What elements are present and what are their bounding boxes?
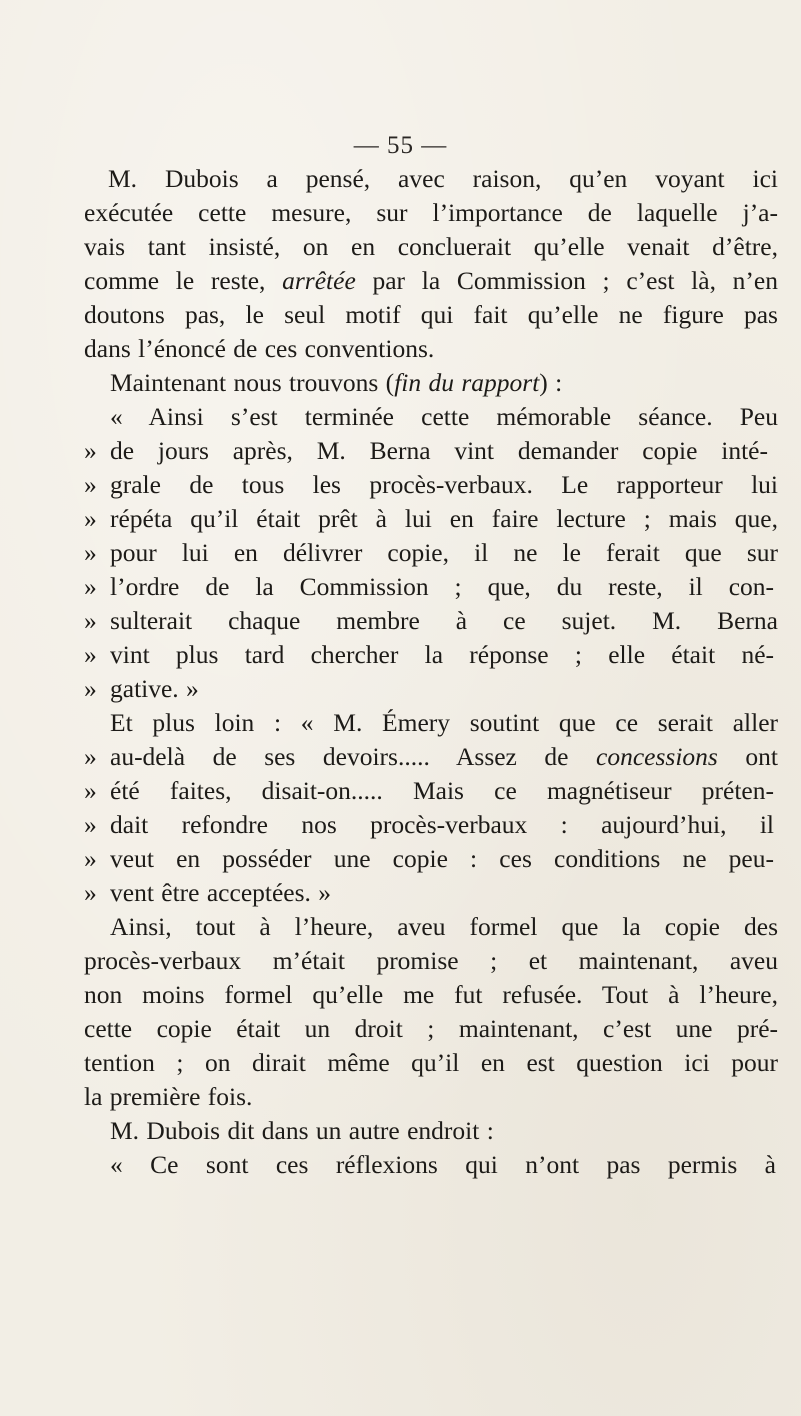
quote-mark: » xyxy=(84,470,97,499)
page-number: — 55 — xyxy=(353,132,448,159)
text-line: « Ainsi s’est terminée cette mémorable séance. Peu xyxy=(110,402,778,431)
text-line: vais tant insisté, on en concluerait qu’elle venait d’être, xyxy=(84,232,778,261)
text-line: été faites, disait-on..... Mais ce magnétiseur préten- xyxy=(110,776,774,805)
text-line: Ainsi, tout à l’heure, aveu formel que la copie des xyxy=(110,912,778,941)
quote-mark: » xyxy=(84,742,97,771)
quote-mark: » xyxy=(84,776,97,805)
text-line: tention ; on dirait même qu’il en est question ici pour xyxy=(84,1048,778,1077)
text-line: l’ordre de la Commission ; que, du reste, il con- xyxy=(110,572,774,601)
quote-mark: » xyxy=(84,572,97,601)
quote-mark: » xyxy=(84,606,97,635)
text-line: au-delà de ses devoirs..... Assez de concessions ont xyxy=(110,742,778,771)
text-line: M. Dubois dit dans un autre endroit : xyxy=(110,1116,494,1145)
text-line: procès-verbaux m’était promise ; et maintenant, aveu xyxy=(84,946,778,975)
text-line: dait refondre nos procès-verbaux : aujourd’hui, il xyxy=(110,810,774,839)
emphasis: fin du rapport xyxy=(394,368,540,397)
quote-mark: » xyxy=(84,640,97,669)
text-line: veut en posséder une copie : ces conditions ne peu- xyxy=(110,844,774,873)
text-line: pour lui en délivrer copie, il ne le ferait que sur xyxy=(110,538,778,567)
text-line: répéta qu’il était prêt à lui en faire lecture ; mais que, xyxy=(110,504,778,533)
text-line: cette copie était un droit ; maintenant, c’est une pré- xyxy=(84,1014,778,1043)
text-line: Et plus loin : « M. Émery soutint que ce serait aller xyxy=(110,708,778,737)
quote-mark: » xyxy=(84,674,97,703)
emphasis: concessions xyxy=(596,742,718,771)
text-line: comme le reste, arrêtée par la Commission ; c’est là, n’en xyxy=(84,266,778,295)
text-line: « Ce sont ces réflexions qui n’ont pas permis à xyxy=(110,1150,776,1179)
quote-mark: » xyxy=(84,436,97,465)
text-line: exécutée cette mesure, sur l’importance de laquelle j’a- xyxy=(84,198,778,227)
text-line: doutons pas, le seul motif qui fait qu’elle ne figure pas xyxy=(84,300,778,329)
text-line: vint plus tard chercher la réponse ; elle était né- xyxy=(110,640,774,669)
quote-mark: » xyxy=(84,810,97,839)
text-line: sulterait chaque membre à ce sujet. M. Berna xyxy=(110,606,778,635)
quote-mark: » xyxy=(84,504,97,533)
text-line: M. Dubois a pensé, avec raison, qu’en voyant ici xyxy=(108,164,778,193)
text-line: grale de tous les procès-verbaux. Le rapporteur lui xyxy=(110,470,778,499)
text-line: dans l’énoncé de ces conventions. xyxy=(84,334,435,363)
text-line: Maintenant nous trouvons (fin du rapport) : xyxy=(110,368,563,397)
quote-mark: » xyxy=(84,844,97,873)
text-line: non moins formel qu’elle me fut refusée. Tout à l’heure, xyxy=(84,980,778,1009)
quote-mark: » xyxy=(84,538,97,567)
text-line: gative. » xyxy=(110,674,199,703)
text-line: vent être acceptées. » xyxy=(110,878,332,907)
emphasis: arrêtée xyxy=(282,266,356,295)
text-line: la première fois. xyxy=(84,1082,253,1111)
quote-mark: » xyxy=(84,878,97,907)
text-line: de jours après, M. Berna vint demander copie inté- xyxy=(110,436,768,465)
